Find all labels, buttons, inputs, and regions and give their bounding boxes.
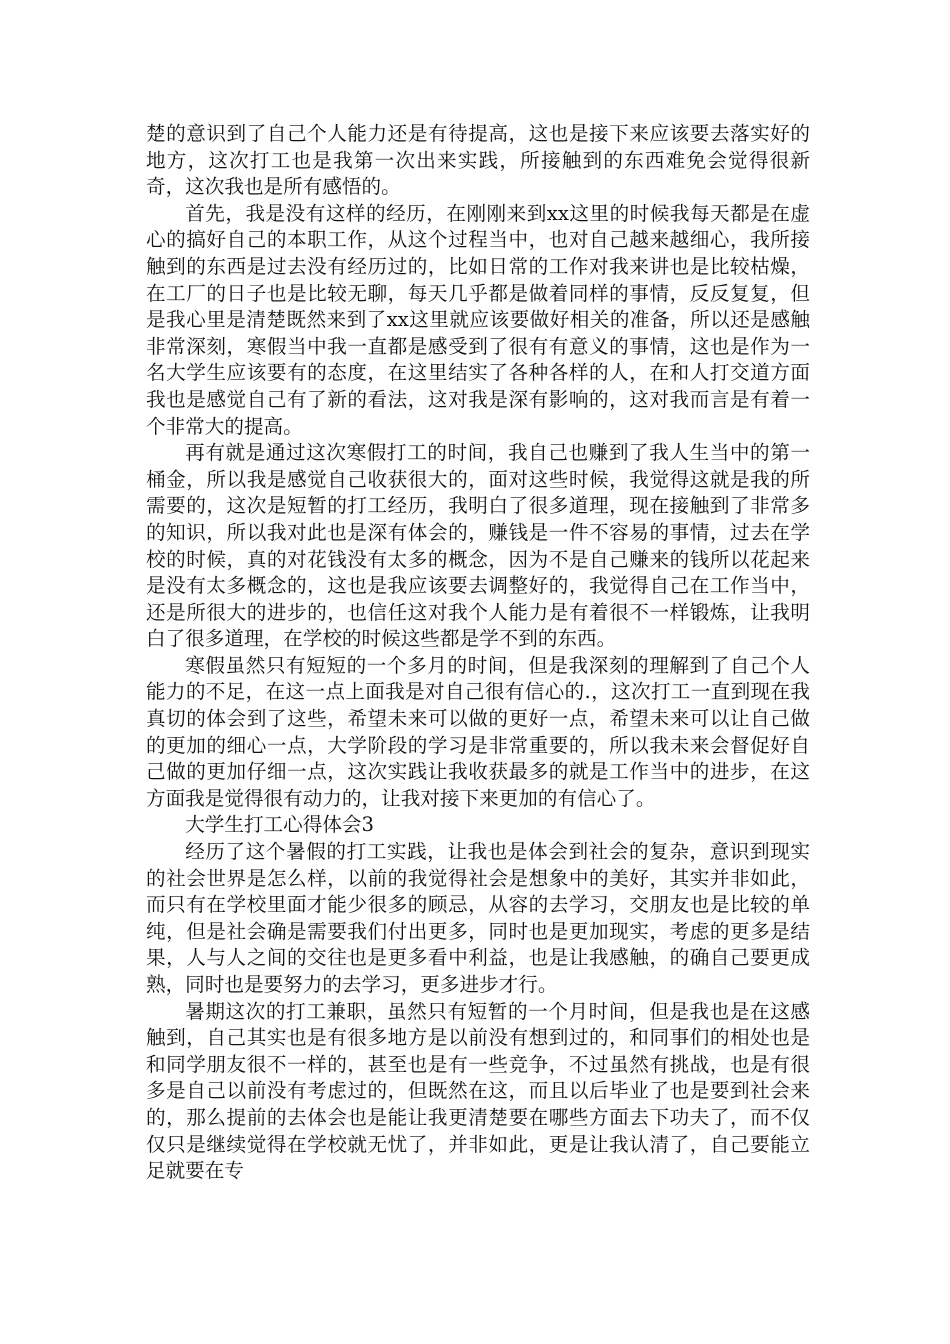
document-body (146, 121, 810, 1185)
paragraph-winter-summary: 寒假虽然只有短短的一个多月的时间，但是我深刻的理解到了自己个人能力的不足，在这一点上面我是对自己很有信心的.，这次打工一直到现在我真切的体会到了这些，希望未来可以做的更好一点，希望未来可以让自己做的更加的细心一点，大学阶段的学习是非常重要的，所以我未来会督促好自己做的更加仔细一点，这次实践让我收获最多的就是工作当中的进步，在这方面我是觉得很有动力的，让我对接下来更加的有信心了。 (146, 653, 810, 810)
paragraph-first-experience: 首先，我是没有这样的经历，在刚刚来到xx这里的时候我每天都是在虚心的搞好自己的本职工作，从这个过程当中，也对自己越来越细心，我所接触到的东西是过去没有经历过的，比如日常的工作对我来讲也是比较枯燥，在工厂的日子也是比较无聊，每天几乎都是做着同样的事情，反反复复，但是我心里是清楚既然来到了xx这里就应该要做好相关的准备，所以还是感触非常深刻，寒假当中我一直都是感受到了很有有意义的事情，这也是作为一名大学生应该要有的态度，在这里结实了各种各样的人，在和人打交道方面我也是感觉自己有了新的看法，这对我是深有影响的，这对我而言是有着一个非常大的提高。 (146, 201, 810, 438)
section-heading: 大学生打工心得体会3 (185, 813, 374, 837)
paragraph-summer-society: 经历了这个暑假的打工实践，让我也是体会到社会的复杂，意识到现实的社会世界是怎么样，以前的我觉得社会是想象中的美好，其实并非如此，而只有在学校里面才能少很多的顾忌，从容的去学习，交朋友也是比较的单纯，但是社会确是需要我们付出更多，同时也是更加现实，考虑的更多是结果，人与人之间的交往也是更多看中利益，也是让我感触，的确自己要更成熟，同时也是要努力的去学习，更多进步才行。 (146, 840, 810, 996)
paragraph-summer-parttime: 暑期这次的打工兼职，虽然只有短暂的一个月时间，但是我也是在这感触到，自己其实也是有很多地方是以前没有想到过的，和同事们的相处也是和同学朋友很不一样的，甚至也是有一些竞争，不过虽然有挑战，也是有很多是自己以前没有考虑过的，但既然在这，而且以后毕业了也是要到社会来的，那么提前的去体会也是能让我更清楚要在哪些方面去下功夫了，而不仅仅只是继续觉得在学校就无忧了，并非如此，更是让我认清了，自己要能立足就要在专 (146, 999, 810, 1183)
paragraph-first-earnings: 再有就是通过这次寒假打工的时间，我自己也赚到了我人生当中的第一桶金，所以我是感觉自己收获很大的，面对这些时候，我觉得这就是我的所需要的，这次是短暂的打工经历，我明白了很多道理，现在接触到了非常多的知识，所以我对此也是深有体会的，赚钱是一件不容易的事情，过去在学校的时候，真的对花钱没有太多的概念，因为不是自己赚来的钱所以花起来是没有太多概念的，这也是我应该要去调整好的，我觉得自己在工作当中，还是所很大的进步的，也信任这对我个人能力是有着很不一样锻炼，让我明白了很多道理，在学校的时候这些都是学不到的东西。 (146, 441, 810, 651)
paragraph-continuation: 楚的意识到了自己个人能力还是有待提高，这也是接下来应该要去落实好的地方，这次打工也是我第一次出来实践，所接触到的东西难免会觉得很新奇，这次我也是所有感悟的。 (146, 122, 810, 199)
